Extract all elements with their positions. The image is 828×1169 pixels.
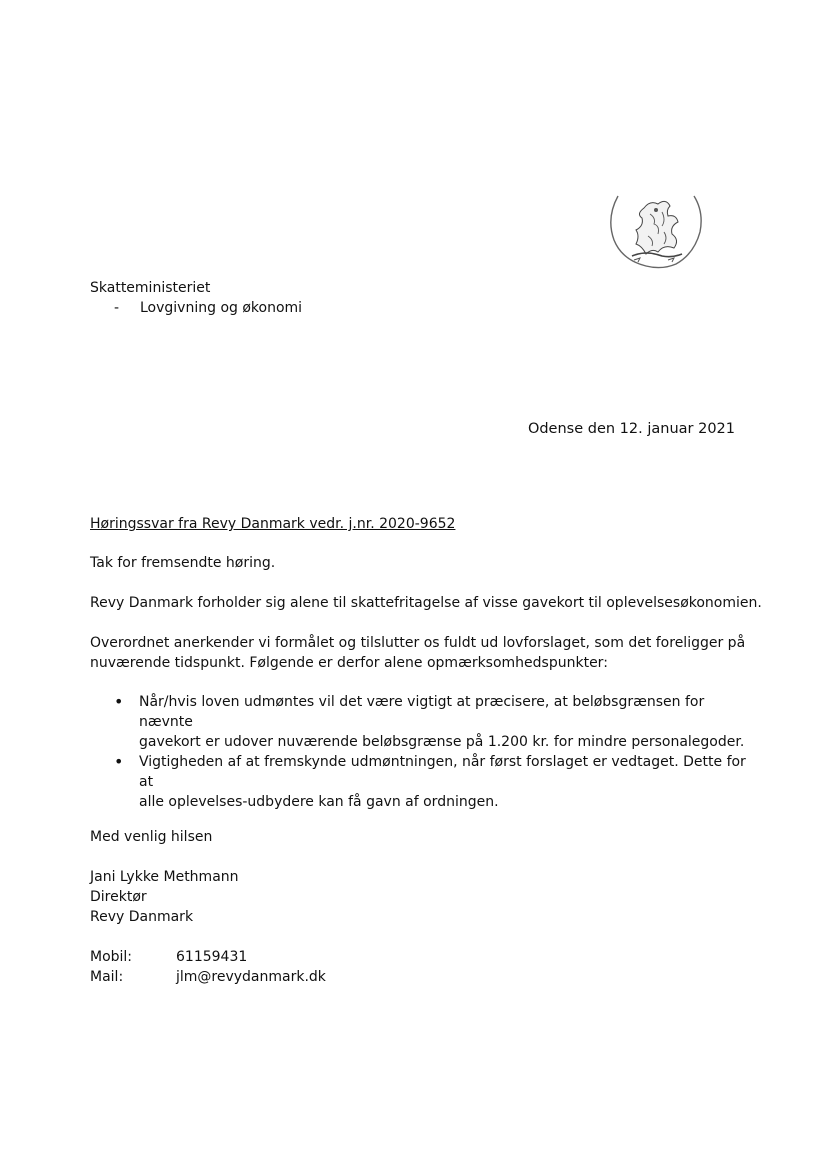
recipient-name: Skatteministeriet — [90, 280, 211, 296]
attention-point-line: • Når/hvis loven udmøntes vil det være vigtigt at præcisere, at beløbsgrænsen for nævnte — [139, 694, 705, 730]
attention-point-line: alle oplevelses-udbydere kan få gavn af ordningen. — [139, 794, 499, 810]
paragraph-overall-line-1: Overordnet anerkender vi formålet og tilslutter os fuldt ud lovforslaget, som det foreligger på — [90, 635, 746, 651]
paragraph-scope: Revy Danmark forholder sig alene til skattefritagelse af visse gavekort til oplevelsesøkonomien. — [90, 595, 762, 611]
contact-mobile-label: Mobil: — [90, 949, 133, 965]
recipient-department: Lovgivning og økonomi — [140, 300, 303, 316]
paragraph-thanks: Tak for fremsendte høring. — [90, 555, 276, 571]
place-date: Odense den 12. januar 2021 — [527, 421, 735, 437]
contact-mobile-number: 61159431 — [176, 949, 248, 965]
contact-mobile-row — [90, 947, 247, 967]
contact-mail-row — [90, 967, 326, 987]
signatory-title: Direktør — [90, 889, 147, 905]
contact-mail-address: jlm@revydanmark.dk — [176, 969, 326, 985]
recipient-department-line — [90, 298, 302, 318]
closing-greeting: Med venlig hilsen — [90, 829, 213, 845]
signatory-organization: Revy Danmark — [90, 909, 194, 925]
attention-point — [114, 752, 754, 812]
attention-point-line: gavekort er udover nuværende beløbsgrænse på 1.200 kr. for mindre personalegoder. — [139, 734, 745, 750]
attention-points-list — [114, 692, 754, 812]
attention-point — [114, 692, 754, 752]
letter-subject: Høringssvar fra Revy Danmark vedr. j.nr. 2020-9652 — [90, 516, 456, 532]
recipient-department-marker: - — [114, 300, 120, 316]
revy-danmark-logo — [606, 192, 704, 270]
signatory-name: Jani Lykke Methmann — [90, 869, 239, 885]
attention-point-line: • Vigtigheden af at fremskynde udmøntningen, når først forslaget er vedtaget. Dette for at — [139, 754, 746, 790]
contact-mail-label: Mail: — [90, 969, 124, 985]
paragraph-overall-line-2: nuværende tidspunkt. Følgende er derfor alene opmærksomhedspunkter: — [90, 655, 608, 671]
